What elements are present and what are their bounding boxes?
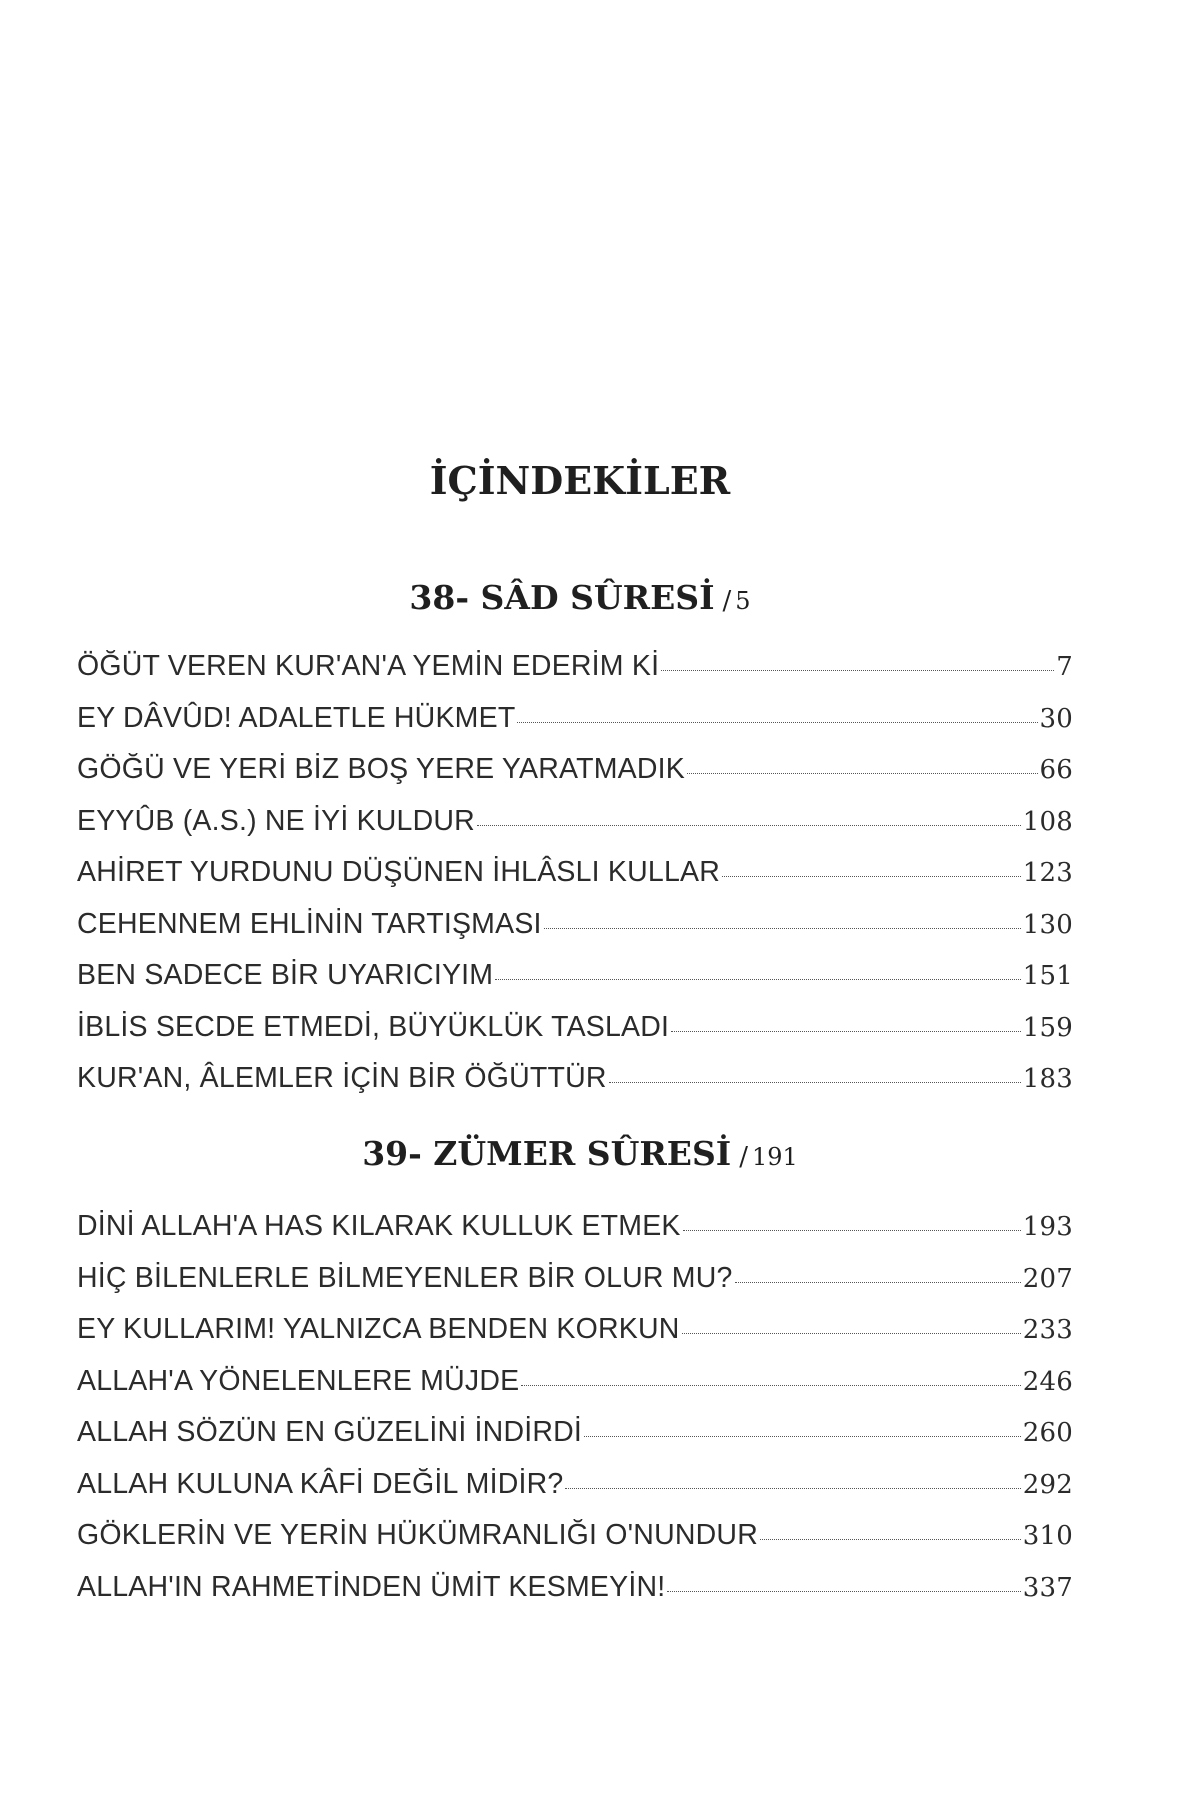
- toc-entry-page: 108: [1022, 806, 1073, 837]
- section-page-separator: /: [722, 586, 732, 616]
- dot-leader: [517, 722, 1037, 723]
- toc-entry-title: GÖĞÜ VE YERİ BİZ BOŞ YERE YARATMADIK: [77, 753, 685, 785]
- dot-leader: [661, 670, 1054, 671]
- toc-entry[interactable]: [77, 753, 1073, 805]
- toc-entry[interactable]: [77, 1011, 1073, 1063]
- section-header-zumer: [0, 1134, 1160, 1173]
- toc-entry[interactable]: [77, 650, 1073, 702]
- dot-leader: [495, 979, 1021, 980]
- dot-leader: [544, 928, 1021, 929]
- toc-entry-title: KUR'AN, ÂLEMLER İÇİN BİR ÖĞÜTTÜR: [77, 1062, 607, 1094]
- section-title: 38- SÂD SÛRESİ: [409, 578, 715, 617]
- toc-entry-page: 123: [1022, 858, 1073, 888]
- toc-entry-page: 151: [1022, 961, 1073, 991]
- dot-leader: [565, 1488, 1020, 1489]
- toc-list-zumer: [77, 1210, 1073, 1622]
- section-header-sad: [0, 578, 1160, 617]
- toc-entry-page: 310: [1022, 1521, 1073, 1551]
- toc-entry[interactable]: [77, 1571, 1073, 1623]
- toc-entry-title: ALLAH KULUNA KÂFİ DEĞİL MİDİR?: [77, 1467, 564, 1500]
- toc-entry-title: ALLAH'IN RAHMETİNDEN ÜMİT KESMEYİN!: [77, 1570, 666, 1603]
- dot-leader: [584, 1436, 1021, 1437]
- dot-leader: [683, 1230, 1021, 1231]
- toc-entry-title: DİNİ ALLAH'A HAS KILARAK KULLUK ETMEK: [77, 1210, 681, 1242]
- toc-entry-title: AHİRET YURDUNU DÜŞÜNEN İHLÂSLI KULLAR: [77, 856, 720, 888]
- toc-entry-title: BEN SADECE BİR UYARICIYIM: [77, 959, 494, 991]
- dot-leader: [722, 876, 1021, 877]
- toc-entry-page: 130: [1022, 909, 1073, 940]
- section-title: 39- ZÜMER SÛRESİ: [362, 1134, 732, 1173]
- toc-title: İÇİNDEKİLER: [429, 458, 731, 503]
- toc-entry-title: GÖKLERİN VE YERİN HÜKÜMRANLIĞI O'NUNDUR: [77, 1519, 758, 1551]
- section-start-page: 5: [735, 587, 751, 615]
- toc-entry-page: 292: [1022, 1469, 1073, 1500]
- toc-entry[interactable]: [77, 805, 1073, 857]
- toc-entry[interactable]: [77, 1365, 1073, 1417]
- toc-entry-title: EY DÂVÛD! ADALETLE HÜKMET: [77, 701, 516, 734]
- toc-entry-title: CEHENNEM EHLİNİN TARTIŞMASI: [77, 907, 542, 940]
- toc-entry-page: 7: [1056, 652, 1073, 682]
- toc-entry[interactable]: [77, 908, 1073, 960]
- toc-entry-page: 66: [1039, 755, 1073, 785]
- toc-entry[interactable]: [77, 1313, 1073, 1365]
- toc-entry-page: 159: [1022, 1012, 1073, 1043]
- toc-entry-title: İBLİS SECDE ETMEDİ, BÜYÜKLÜK TASLADI: [77, 1010, 670, 1043]
- toc-entry-title: ALLAH'A YÖNELENLERE MÜJDE: [77, 1364, 520, 1397]
- dot-leader: [477, 825, 1021, 826]
- toc-entry[interactable]: [77, 1416, 1073, 1468]
- dot-leader: [735, 1282, 1021, 1283]
- dot-leader: [687, 773, 1038, 774]
- toc-entry[interactable]: [77, 1262, 1073, 1314]
- toc-entry-page: 260: [1022, 1418, 1073, 1448]
- toc-entry-page: 246: [1022, 1366, 1073, 1397]
- toc-entry-page: 30: [1039, 703, 1073, 734]
- toc-entry-title: EYYÛB (A.S.) NE İYİ KULDUR: [77, 804, 475, 837]
- toc-entry-page: 337: [1022, 1572, 1073, 1603]
- toc-entry[interactable]: [77, 1062, 1073, 1114]
- dot-leader: [760, 1539, 1021, 1540]
- dot-leader: [521, 1385, 1020, 1386]
- dot-leader: [609, 1082, 1021, 1083]
- toc-list-sad: [77, 650, 1073, 1114]
- dot-leader: [667, 1591, 1020, 1592]
- toc-entry-page: 233: [1022, 1315, 1073, 1345]
- toc-entry[interactable]: [77, 1519, 1073, 1571]
- toc-entry[interactable]: [77, 702, 1073, 754]
- toc-entry-title: ALLAH SÖZÜN EN GÜZELİNİ İNDİRDİ: [77, 1416, 583, 1448]
- toc-entry[interactable]: [77, 959, 1073, 1011]
- dot-leader: [682, 1333, 1021, 1334]
- toc-entry-title: EY KULLARIM! YALNIZCA BENDEN KORKUN: [77, 1313, 680, 1345]
- toc-entry[interactable]: [77, 856, 1073, 908]
- toc-entry-title: ÖĞÜT VEREN KUR'AN'A YEMİN EDERİM Kİ: [77, 650, 660, 682]
- section-page-separator: /: [739, 1142, 748, 1172]
- dot-leader: [671, 1031, 1021, 1032]
- toc-entry[interactable]: [77, 1468, 1073, 1520]
- toc-entry[interactable]: [77, 1210, 1073, 1262]
- toc-entry-title: HİÇ BİLENLERLE BİLMEYENLER BİR OLUR MU?: [77, 1261, 733, 1294]
- toc-entry-page: 193: [1022, 1212, 1073, 1242]
- toc-entry-page: 183: [1022, 1064, 1073, 1094]
- section-start-page: 191: [751, 1143, 798, 1171]
- toc-entry-page: 207: [1022, 1263, 1073, 1294]
